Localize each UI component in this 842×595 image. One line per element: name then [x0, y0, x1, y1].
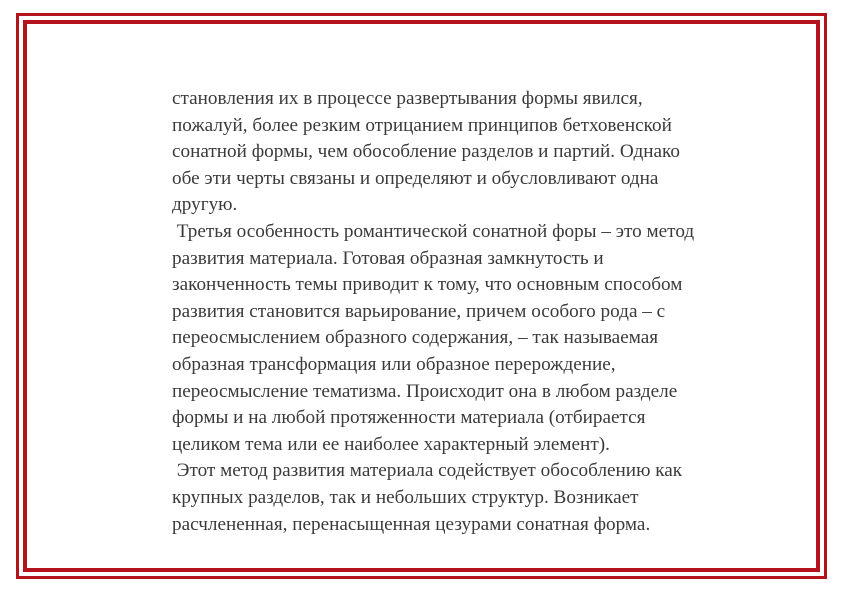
text-line: Третья особенность романтической сонатной форы – это метод: [172, 220, 695, 242]
text-line: крупных разделов, так и небольших структур. Возникает: [172, 486, 639, 508]
text-line: целиком тема или ее наиболее характерный элемент).: [172, 433, 610, 455]
text-line: переосмыслением образного содержания, – так называемая: [172, 327, 659, 349]
text-line: сонатной формы, чем обособление разделов и партий. Однако: [172, 141, 680, 163]
text-line: Этот метод развития материала содействует обособлению как: [172, 460, 683, 482]
text-line: пожалуй, более резким отрицанием принципов бетховенской: [172, 114, 672, 136]
text-line: формы и на любой протяженности материала (отбирается: [172, 407, 646, 429]
text-line: становления их в процессе развертывания формы явился,: [172, 88, 643, 109]
text-line: обе эти черты связаны и определяют и обусловливают одна: [172, 167, 659, 189]
text-line: законченность темы приводит к тому, что основным способом: [172, 274, 683, 296]
body-text: [172, 86, 782, 538]
text-line: образная трансформация или образное перерождение,: [172, 353, 616, 375]
text-line: переосмысление тематизма. Происходит она в любом разделе: [172, 380, 678, 402]
text-line: развития становится варьирование, причем особого рода – с: [172, 300, 666, 322]
text-line: расчлененная, перенасыщенная цезурами сонатная форма.: [172, 513, 651, 535]
text-line: развития материала. Готовая образная замкнутость и: [172, 247, 604, 269]
text-line: другую.: [172, 194, 238, 216]
